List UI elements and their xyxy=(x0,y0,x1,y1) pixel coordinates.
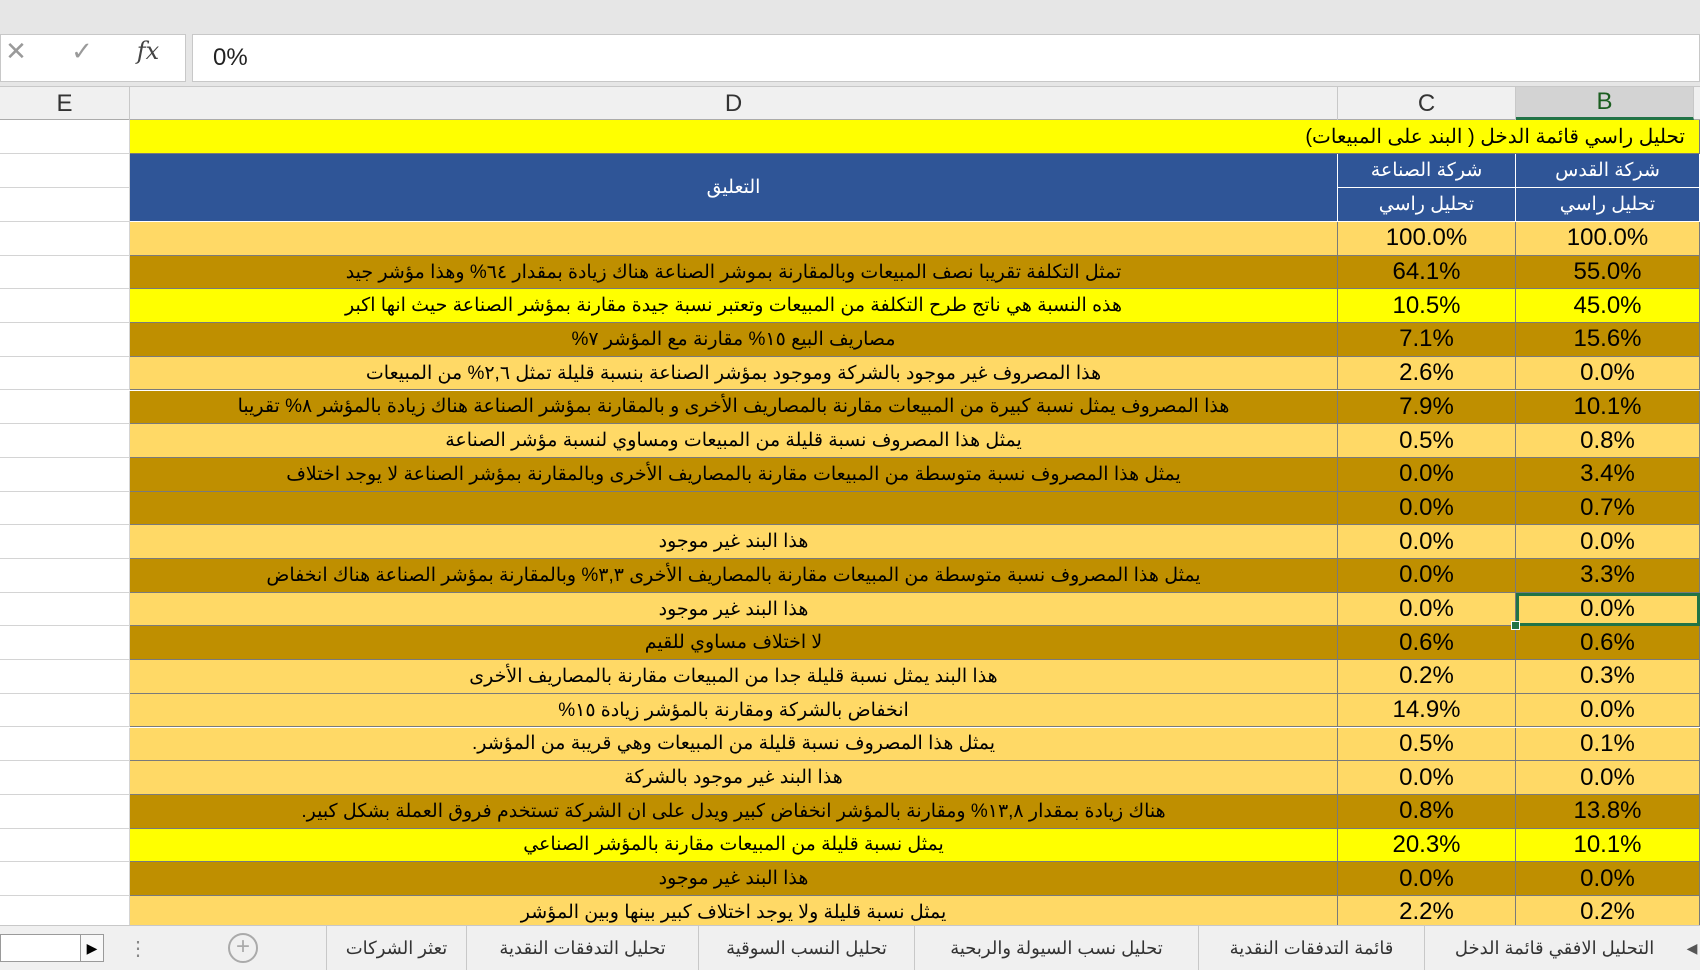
comment-cell[interactable] xyxy=(130,222,1338,256)
company-c-value[interactable]: 20.3% xyxy=(1338,829,1516,863)
cell-e-header-2[interactable] xyxy=(0,188,130,222)
company-c-value[interactable]: 0.0% xyxy=(1338,525,1516,559)
company-b-value[interactable]: 0.6% xyxy=(1516,626,1700,660)
company-b-value[interactable]: 0.0% xyxy=(1516,761,1700,795)
comment-cell[interactable] xyxy=(130,492,1338,526)
company-b-value[interactable]: 55.0% xyxy=(1516,256,1700,290)
column-header-b[interactable]: B xyxy=(1516,87,1694,120)
comment-cell[interactable]: هذا البند غير موجود xyxy=(130,525,1338,559)
cell-e-header-1[interactable] xyxy=(0,154,130,188)
cell-e[interactable] xyxy=(0,896,130,925)
formula-input[interactable]: 0% xyxy=(192,34,1700,82)
cell-e[interactable] xyxy=(0,458,130,492)
cell-e[interactable] xyxy=(0,694,130,728)
cell-e[interactable] xyxy=(0,761,130,795)
sheet-tabs-bar xyxy=(0,925,1700,970)
tab-liquidity-ratios[interactable]: تحليل نسب السيولة والربحية xyxy=(914,926,1198,970)
cell-e[interactable] xyxy=(0,829,130,863)
active-cell[interactable]: 0.0% xyxy=(1516,593,1700,627)
company-c-value[interactable]: 64.1% xyxy=(1338,256,1516,290)
sheet-title[interactable]: تحليل راسي قائمة الدخل ( البند على المبيعات) xyxy=(130,120,1700,154)
company-c-value[interactable]: 2.6% xyxy=(1338,357,1516,391)
comment-cell[interactable]: هذه النسبة هي ناتج طرح التكلفة من المبيعات وتعتبر نسبة جيدة مقارنة بمؤشر الصناعة حيث انها اكبر xyxy=(130,289,1338,323)
cell-e[interactable] xyxy=(0,862,130,896)
cell-e[interactable] xyxy=(0,492,130,526)
tab-scroll-left-icon[interactable]: ◀ xyxy=(1686,939,1698,956)
comment-cell[interactable]: يمثل نسبة قليلة من المبيعات مقارنة بالمؤشر الصناعي xyxy=(130,829,1338,863)
tab-cashflow-analysis[interactable]: تحليل التدفقات النقدية xyxy=(466,926,698,970)
company-c-value[interactable]: 0.6% xyxy=(1338,626,1516,660)
sub-header-b[interactable]: تحليل راسي xyxy=(1516,188,1700,222)
company-b-value[interactable]: 3.4% xyxy=(1516,458,1700,492)
comment-cell[interactable]: يمثل هذا المصروف نسبة متوسطة من المبيعات مقارنة بالمصاريف الأخرى وبالمقارنة بمؤشر الصناعة لا يوجد اختلاف xyxy=(130,458,1338,492)
company-c-value[interactable]: 14.9% xyxy=(1338,694,1516,728)
cell-e[interactable] xyxy=(0,424,130,458)
company-c-value[interactable]: 0.0% xyxy=(1338,559,1516,593)
company-c-value[interactable]: 100.0% xyxy=(1338,222,1516,256)
tab-market-ratios[interactable]: تحليل النسب السوقية xyxy=(698,926,914,970)
company-b-value[interactable]: 0.3% xyxy=(1516,660,1700,694)
company-b-value[interactable]: 10.1% xyxy=(1516,391,1700,425)
company-c-value[interactable]: 0.0% xyxy=(1338,761,1516,795)
company-b-value[interactable]: 13.8% xyxy=(1516,795,1700,829)
company-b-header[interactable]: شركة القدس xyxy=(1516,154,1700,188)
fill-handle[interactable] xyxy=(1511,621,1520,630)
cancel-icon[interactable]: ✕ xyxy=(5,35,27,66)
cell-e[interactable] xyxy=(0,593,130,627)
comment-cell[interactable]: يمثل هذا المصروف نسبة قليلة من المبيعات ومساوي لنسبة مؤشر الصناعة xyxy=(130,424,1338,458)
tab-menu-dots-icon[interactable]: ⋮ xyxy=(128,937,148,960)
cell-e[interactable] xyxy=(0,626,130,660)
company-c-value[interactable]: 0.0% xyxy=(1338,492,1516,526)
company-c-value[interactable]: 10.5% xyxy=(1338,289,1516,323)
company-c-value[interactable]: 0.2% xyxy=(1338,660,1516,694)
cell-e[interactable] xyxy=(0,660,130,694)
company-b-value[interactable]: 3.3% xyxy=(1516,559,1700,593)
comment-header[interactable]: التعليق xyxy=(130,154,1338,222)
enter-icon[interactable]: ✓ xyxy=(71,35,93,66)
cell-e[interactable] xyxy=(0,559,130,593)
company-c-header[interactable]: شركة الصناعة xyxy=(1338,154,1516,188)
cell-e-title[interactable] xyxy=(0,120,130,154)
cell-e[interactable] xyxy=(0,728,130,762)
company-c-value[interactable]: 2.2% xyxy=(1338,896,1516,925)
cell-e[interactable] xyxy=(0,391,130,425)
sub-header-c[interactable]: تحليل راسي xyxy=(1338,188,1516,222)
cell-e[interactable] xyxy=(0,525,130,559)
company-b-value[interactable]: 10.1% xyxy=(1516,829,1700,863)
company-c-value[interactable]: 0.0% xyxy=(1338,862,1516,896)
company-c-value[interactable]: 7.9% xyxy=(1338,391,1516,425)
company-c-value[interactable]: 0.0% xyxy=(1338,593,1516,627)
column-header-row xyxy=(0,86,1700,120)
spreadsheet-grid xyxy=(0,120,1700,925)
cell-e[interactable] xyxy=(0,256,130,290)
comment-cell[interactable]: انخفاض بالشركة ومقارنة بالمؤشر زيادة ١٥% xyxy=(130,694,1338,728)
comment-cell[interactable]: هذا البند غير موجود xyxy=(130,862,1338,896)
insert-function-icon[interactable]: fx xyxy=(136,37,160,65)
company-b-value[interactable]: 15.6% xyxy=(1516,323,1700,357)
comment-cell[interactable]: مصاريف البيع ١٥% مقارنة مع المؤشر ٧% xyxy=(130,323,1338,357)
company-b-value[interactable]: 0.0% xyxy=(1516,525,1700,559)
company-b-value[interactable]: 45.0% xyxy=(1516,289,1700,323)
company-b-value[interactable]: 0.0% xyxy=(1516,357,1700,391)
formula-bar xyxy=(0,16,1700,86)
cell-e[interactable] xyxy=(0,222,130,256)
company-b-value[interactable]: 0.7% xyxy=(1516,492,1700,526)
comment-cell[interactable]: لا اختلاف مساوي للقيم xyxy=(130,626,1338,660)
company-c-value[interactable]: 7.1% xyxy=(1338,323,1516,357)
cell-e[interactable] xyxy=(0,795,130,829)
tab-company-distress[interactable]: تعثر الشركات xyxy=(326,926,466,970)
comment-cell[interactable]: هذا المصروف يمثل نسبة كبيرة من المبيعات مقارنة بالمصاريف الأخرى و بالمقارنة بمؤشر الصناعة هناك زيادة بالمؤشر ٨% تقريبا xyxy=(130,391,1338,425)
add-sheet-icon[interactable]: + xyxy=(228,933,258,963)
company-b-value[interactable]: 0.1% xyxy=(1516,728,1700,762)
tab-horizontal-income[interactable]: التحليل الافقي قائمة الدخل xyxy=(1424,926,1684,970)
column-header-e[interactable]: E xyxy=(0,87,130,120)
column-header-c[interactable]: C xyxy=(1338,87,1516,120)
company-b-value[interactable]: 0.0% xyxy=(1516,694,1700,728)
comment-cell[interactable]: هذا البند غير موجود بالشركة xyxy=(130,761,1338,795)
title-strip xyxy=(0,0,1700,16)
company-b-value[interactable]: 0.0% xyxy=(1516,862,1700,896)
tab-cashflow-statement[interactable]: قائمة التدفقات النقدية xyxy=(1198,926,1424,970)
comment-cell[interactable]: هذا المصروف غير موجود بالشركة وموجود بمؤشر الصناعة بنسبة قليلة تمثل ٢,٦% من المبيعات xyxy=(130,357,1338,391)
company-b-value[interactable]: 100.0% xyxy=(1516,222,1700,256)
company-c-value[interactable]: 0.0% xyxy=(1338,458,1516,492)
cell-e[interactable] xyxy=(0,323,130,357)
column-header-d[interactable]: D xyxy=(130,87,1338,120)
comment-cell[interactable]: هذا البند يمثل نسبة قليلة جدا من المبيعات مقارنة بالمصاريف الأخرى xyxy=(130,660,1338,694)
company-c-value[interactable]: 0.5% xyxy=(1338,728,1516,762)
comment-cell[interactable]: هذا البند غير موجود xyxy=(130,593,1338,627)
comment-cell[interactable]: يمثل هذا المصروف نسبة متوسطة من المبيعات مقارنة بالمصاريف الأخرى ٣,٣% وبالمقارنة بمؤشر الصناعة هناك انخفاض xyxy=(130,559,1338,593)
cell-e[interactable] xyxy=(0,289,130,323)
scroll-right-icon[interactable]: ▶ xyxy=(80,934,104,962)
cell-e[interactable] xyxy=(0,357,130,391)
comment-cell[interactable]: هناك زيادة بمقدار ١٣,٨% ومقارنة بالمؤشر انخفاض كبير ويدل على ان الشركة تستخدم فروق العملة بشكل كبير. xyxy=(130,795,1338,829)
company-b-value[interactable]: 0.8% xyxy=(1516,424,1700,458)
company-c-value[interactable]: 0.8% xyxy=(1338,795,1516,829)
company-b-value[interactable]: 0.2% xyxy=(1516,896,1700,925)
comment-cell[interactable]: تمثل التكلفة تقريبا نصف المبيعات وبالمقارنة بموشر الصناعة هناك زيادة بمقدار ٦٤% وهذا مؤشر جيد xyxy=(130,256,1338,290)
company-c-value[interactable]: 0.5% xyxy=(1338,424,1516,458)
comment-cell[interactable]: يمثل هذا المصروف نسبة قليلة من المبيعات وهي قريبة من المؤشر. xyxy=(130,728,1338,762)
comment-cell[interactable]: يمثل نسبة قليلة ولا يوجد اختلاف كبير بينها وبين المؤشر xyxy=(130,896,1338,925)
